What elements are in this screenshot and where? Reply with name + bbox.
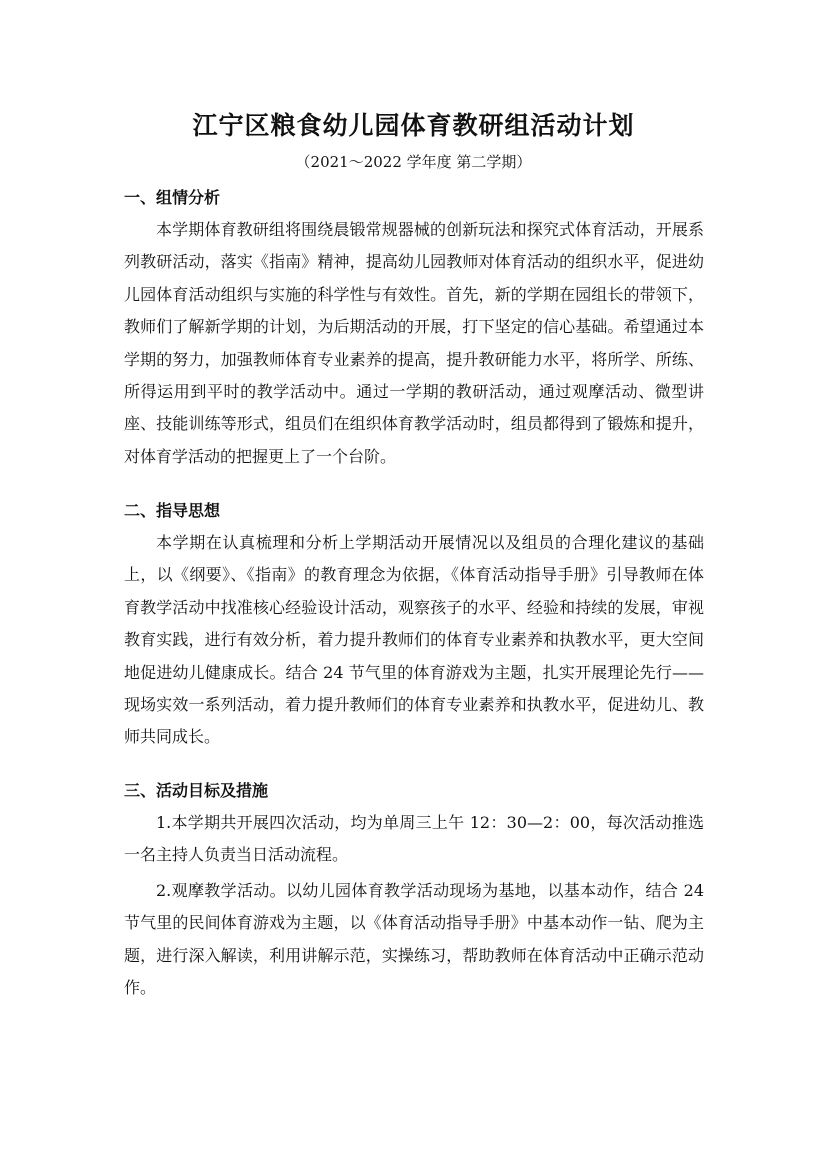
section-paragraph-goal-1: 1.本学期共开展四次活动，均为单周三上午 12：30—2：00，每次活动推选一名主持人负责当日活动流程。	[124, 813, 704, 865]
section-paragraph-guiding-thought: 本学期在认真梳理和分析上学期活动开展情况以及组员的合理化建议的基础上，以《纲要》、《指南》的教育理念为依据，《体育活动指导手册》引导教师在体育教学活动中找准核心经验设计活动，观察孩子的水平、经验和持续的发展，审视教育实践，进行有效分析，着力提升教师们的体育专业素养和执教水平，更大空间地促进幼儿健康成长。结合 24 节气里的体育游戏为主题，扎实开展理论先行——现场实效一系列活动，着力提升教师们的体育专业素养和执教水平，促进幼儿、教师共同成长。	[124, 533, 704, 747]
section-heading-analysis: 一、组情分析	[124, 188, 221, 207]
section-paragraph-goal-2: 2.观摩教学活动。以幼儿园体育教学活动现场为基地，以基本动作，结合 24 节气里的民间体育游戏为主题，以《体育活动指导手册》中基本动作一钻、爬为主题，进行深入解读，利用讲解示范，实操练习，帮助教师在体育活动中正确示范动作。	[124, 881, 704, 998]
document-title: 江宁区粮食幼儿园体育教研组活动计划	[192, 111, 635, 140]
section-heading-goals-measures: 三、活动目标及措施	[124, 781, 269, 800]
section-heading-guiding-thought: 二、指导思想	[124, 501, 221, 520]
document-subtitle: （2021～2022 学年度 第二学期）	[295, 153, 532, 171]
section-paragraph-analysis: 本学期体育教研组将围绕晨锻常规器械的创新玩法和探究式体育活动，开展系列教研活动，落实《指南》精神，提高幼儿园教师对体育活动的组织水平，促进幼儿园体育活动组织与实施的科学性与有效性。首先，新的学期在园组长的带领下，教师们了解新学期的计划，为后期活动的开展，打下坚定的信心基础。希望通过本学期的努力，加强教师体育专业素养的提高，提升教研能力水平，将所学、所练、所得运用到平时的教学活动中。通过一学期的教研活动，通过观摩活动、微型讲座、技能训练等形式，组员们在组织体育教学活动时，组员都得到了锻炼和提升，对体育学活动的把握更上了一个台阶。	[124, 220, 704, 466]
